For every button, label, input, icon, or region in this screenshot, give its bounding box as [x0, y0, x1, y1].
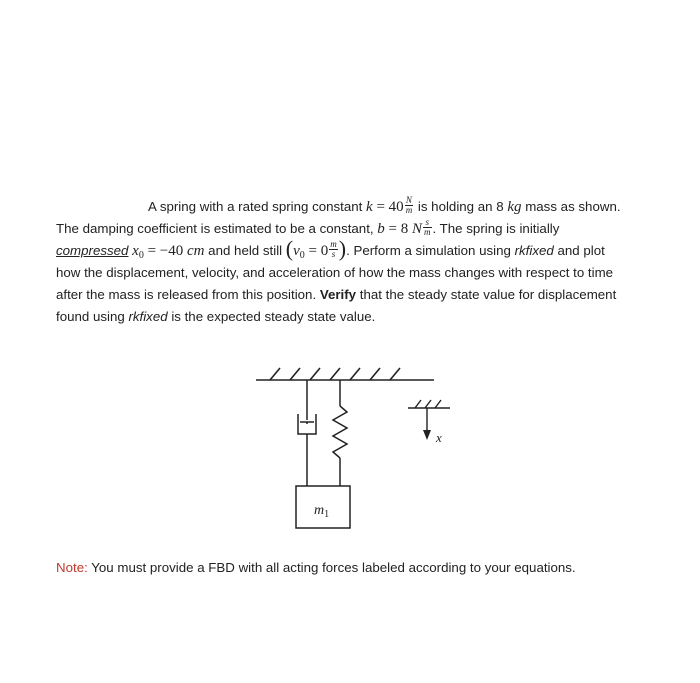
verify-word: Verify	[319, 287, 357, 302]
note-text: You must provide a FBD with all acting forces labeled according to your equations.	[87, 560, 576, 575]
spring	[333, 380, 347, 486]
problem-line-3: compressed $x_0 = -40$ cm and held still ($v_0 = 0$ $\frac{m}{s}$ ). Perform a simulation using rkfixed and plot	[56, 236, 605, 262]
spring-constant-value: = 40	[372, 199, 404, 215]
spring-constant-unit: $\frac{N}{m}$	[405, 194, 413, 215]
x-axis-label: x	[436, 430, 442, 445]
reference-ground	[408, 400, 450, 408]
open-paren: (	[285, 236, 294, 262]
rkfixed-term: rkfixed	[514, 243, 554, 258]
cm-unit: cm	[186, 243, 205, 259]
text-segment: and held still	[204, 243, 286, 258]
x-axis-arrow	[423, 408, 431, 440]
text-segment: that the steady state value for displacement	[356, 287, 617, 302]
mass-unit: kg	[507, 199, 522, 215]
damper	[298, 380, 316, 486]
spring-constant-symbol: k	[366, 199, 373, 215]
problem-line-5	[56, 284, 656, 306]
close-paren: )	[338, 236, 347, 262]
damping-value: = 8	[384, 221, 412, 237]
velocity-symbol: v	[293, 243, 300, 259]
displacement-symbol: x	[132, 243, 139, 259]
text-segment: is holding an 8	[414, 199, 508, 214]
text-segment: after the mass is released from this position.	[56, 287, 320, 302]
spring-mass-damper-diagram	[250, 362, 450, 542]
ceiling-support	[256, 368, 434, 380]
text-segment: mass as shown.	[521, 199, 621, 214]
problem-line-1	[56, 196, 656, 218]
damping-symbol: b	[377, 221, 385, 237]
mass-label: $m_1$	[314, 503, 330, 520]
text-segment: is the expected steady state value.	[167, 309, 376, 324]
damping-unit-n: N	[412, 221, 423, 237]
compressed-word: compressed	[56, 243, 129, 258]
initial-displacement-value: = −40	[143, 243, 187, 259]
problem-statement	[56, 196, 656, 328]
rkfixed-term: rkfixed	[128, 309, 168, 324]
text-segment: . Perform a simulation using	[346, 243, 515, 258]
initial-velocity-value: = 0	[304, 243, 329, 259]
problem-line-4: how the displacement, velocity, and acceleration of how the mass changes with respect to time	[56, 265, 614, 280]
text-segment: . The spring is initially	[432, 221, 560, 236]
velocity-unit: $\frac{m}{s}$	[330, 238, 337, 259]
problem-line-6	[56, 306, 656, 328]
text-segment: found using	[56, 309, 129, 324]
text-segment: and plot	[553, 243, 605, 258]
text-segment: A spring with a rated spring constant	[148, 199, 367, 214]
damping-unit: $\frac{s}{m}$	[424, 216, 431, 237]
problem-line-2	[56, 218, 656, 240]
note-label: Note:	[56, 560, 88, 575]
text-segment: The damping coefficient is estimated to be a constant,	[56, 221, 378, 236]
note	[56, 560, 576, 575]
